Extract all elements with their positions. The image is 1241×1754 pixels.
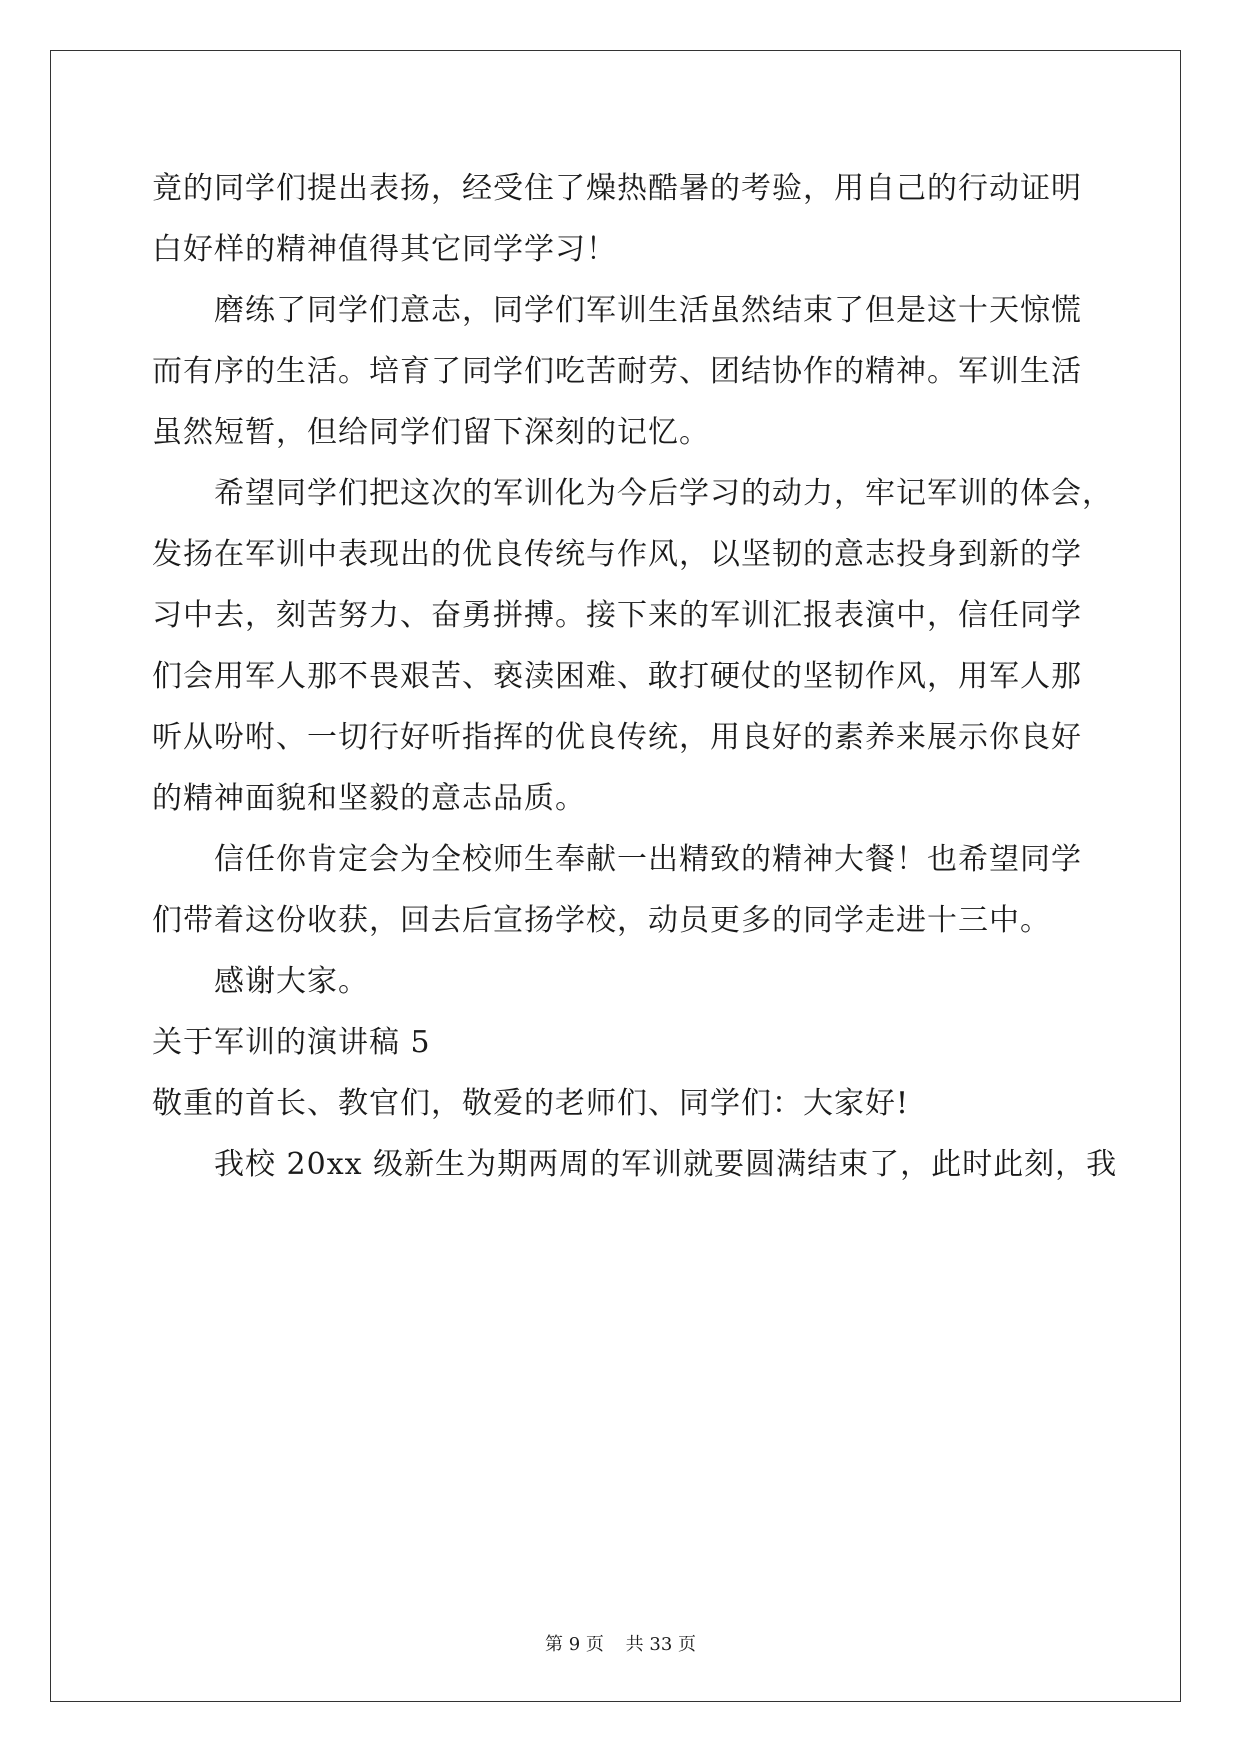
text-line: 信任你肯定会为全校师生奉献一出精致的精神大餐！也希望同学: [214, 842, 1082, 877]
document-body: [152, 158, 1118, 1195]
text-line: 磨练了同学们意志，同学们军训生活虽然结束了但是这十天惊慌: [214, 293, 1082, 328]
text-line: 希望同学们把这次的军训化为今后学习的动力，牢记军训的体会，: [214, 476, 1113, 511]
text-line: 虽然短暂，但给同学们留下深刻的记忆。: [152, 415, 710, 450]
section-heading: 关于军训的演讲稿 5: [152, 1025, 431, 1060]
text-line: 习中去，刻苦努力、奋勇拼搏。接下来的军训汇报表演中，信任同学: [152, 598, 1082, 633]
text-line: 发扬在军训中表现出的优良传统与作风，以坚韧的意志投身到新的学: [152, 537, 1082, 572]
text-line: 白好样的精神值得其它同学学习！: [152, 232, 617, 267]
text-line: 听从吩咐、一切行好听指挥的优良传统，用良好的素养来展示你良好: [152, 720, 1082, 755]
page-number: 第 9 页: [545, 1634, 604, 1655]
text-line: 我校 20xx 级新生为期两周的军训就要圆满结束了，此时此刻，我: [214, 1147, 1118, 1182]
text-line: 竟的同学们提出表扬，经受住了燥热酷暑的考验，用自己的行动证明: [152, 171, 1082, 206]
text-line: 的精神面貌和坚毅的意志品质。: [152, 781, 586, 816]
text-line: 们会用军人那不畏艰苦、亵渎困难、敢打硬仗的坚韧作风，用军人那: [152, 659, 1082, 694]
page-footer: [0, 1630, 1241, 1656]
salutation: 敬重的首长、教官们，敬爱的老师们、同学们：大家好!: [152, 1086, 910, 1121]
page-total: 共 33 页: [625, 1634, 696, 1655]
text-line: 而有序的生活。培育了同学们吃苦耐劳、团结协作的精神。军训生活: [152, 354, 1082, 389]
text-line: 感谢大家。: [214, 964, 369, 999]
text-line: 们带着这份收获，回去后宣扬学校，动员更多的同学走进十三中。: [152, 903, 1051, 938]
